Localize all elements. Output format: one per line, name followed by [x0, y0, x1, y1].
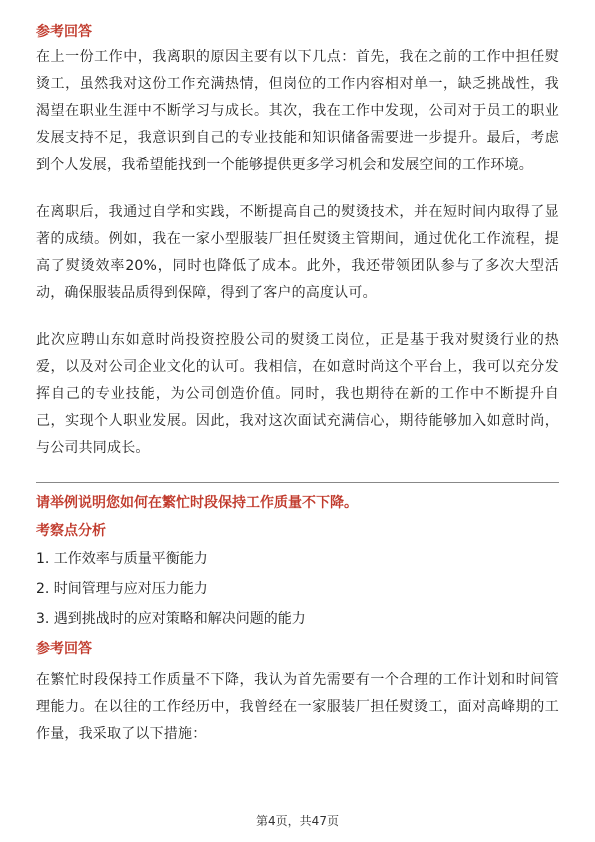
- document-body: [36, 22, 559, 748]
- answer-paragraph-2: 在离职后，我通过自学和实践，不断提高自己的熨烫技术，并在短时间内取得了显著的成绩。例如，我在一家小型服装厂担任熨烫主管期间，通过优化工作流程，提高了熨烫效率20%，同时也降低了成本。此外，我还带领团队参与了多次大型活动，确保服装品质得到保障，得到了客户的高度认可。: [36, 204, 559, 301]
- section-heading-reference-answer: 参考回答: [36, 24, 92, 40]
- analysis-point-1: 1. 工作效率与质量平衡能力: [36, 551, 208, 567]
- answer-paragraph-q2: 在繁忙时段保持工作质量不下降，我认为首先需要有一个合理的工作计划和时间管理能力。在以往的工作经历中，我曾经在一家服装厂担任熨烫工，面对高峰期的工作量，我采取了以下措施：: [36, 672, 559, 742]
- section-heading-analysis: 考察点分析: [36, 523, 106, 539]
- analysis-point-3: 3. 遇到挑战时的应对策略和解决问题的能力: [36, 611, 306, 627]
- section-divider: [36, 482, 559, 483]
- analysis-point-2: 2. 时间管理与应对压力能力: [36, 581, 208, 597]
- answer-paragraph-3: 此次应聘山东如意时尚投资控股公司的熨烫工岗位，正是基于我对熨烫行业的热爱，以及对公司企业文化的认可。我相信，在如意时尚这个平台上，我可以充分发挥自己的专业技能，为公司创造价值。同时，我也期待在新的工作中不断提升自己，实现个人职业发展。因此，我对这次面试充满信心，期待能够加入如意时尚，与公司共同成长。: [36, 332, 559, 456]
- page-number-footer: 第4页，共47页: [256, 814, 339, 828]
- answer-paragraph-1: 在上一份工作中，我离职的原因主要有以下几点：首先，我在之前的工作中担任熨烫工，虽然我对这份工作充满热情，但岗位的工作内容相对单一，缺乏挑战性，我渴望在职业生涯中不断学习与成长。其次，我在工作中发现，公司对于员工的职业发展支持不足，我意识到自己的专业技能和知识储备需要进一步提升。最后，考虑到个人发展，我希望能找到一个能够提供更多学习机会和发展空间的工作环境。: [36, 49, 559, 173]
- question-title: 请举例说明您如何在繁忙时段保持工作质量不下降。: [36, 495, 358, 511]
- section-heading-reference-answer-2: 参考回答: [36, 641, 92, 657]
